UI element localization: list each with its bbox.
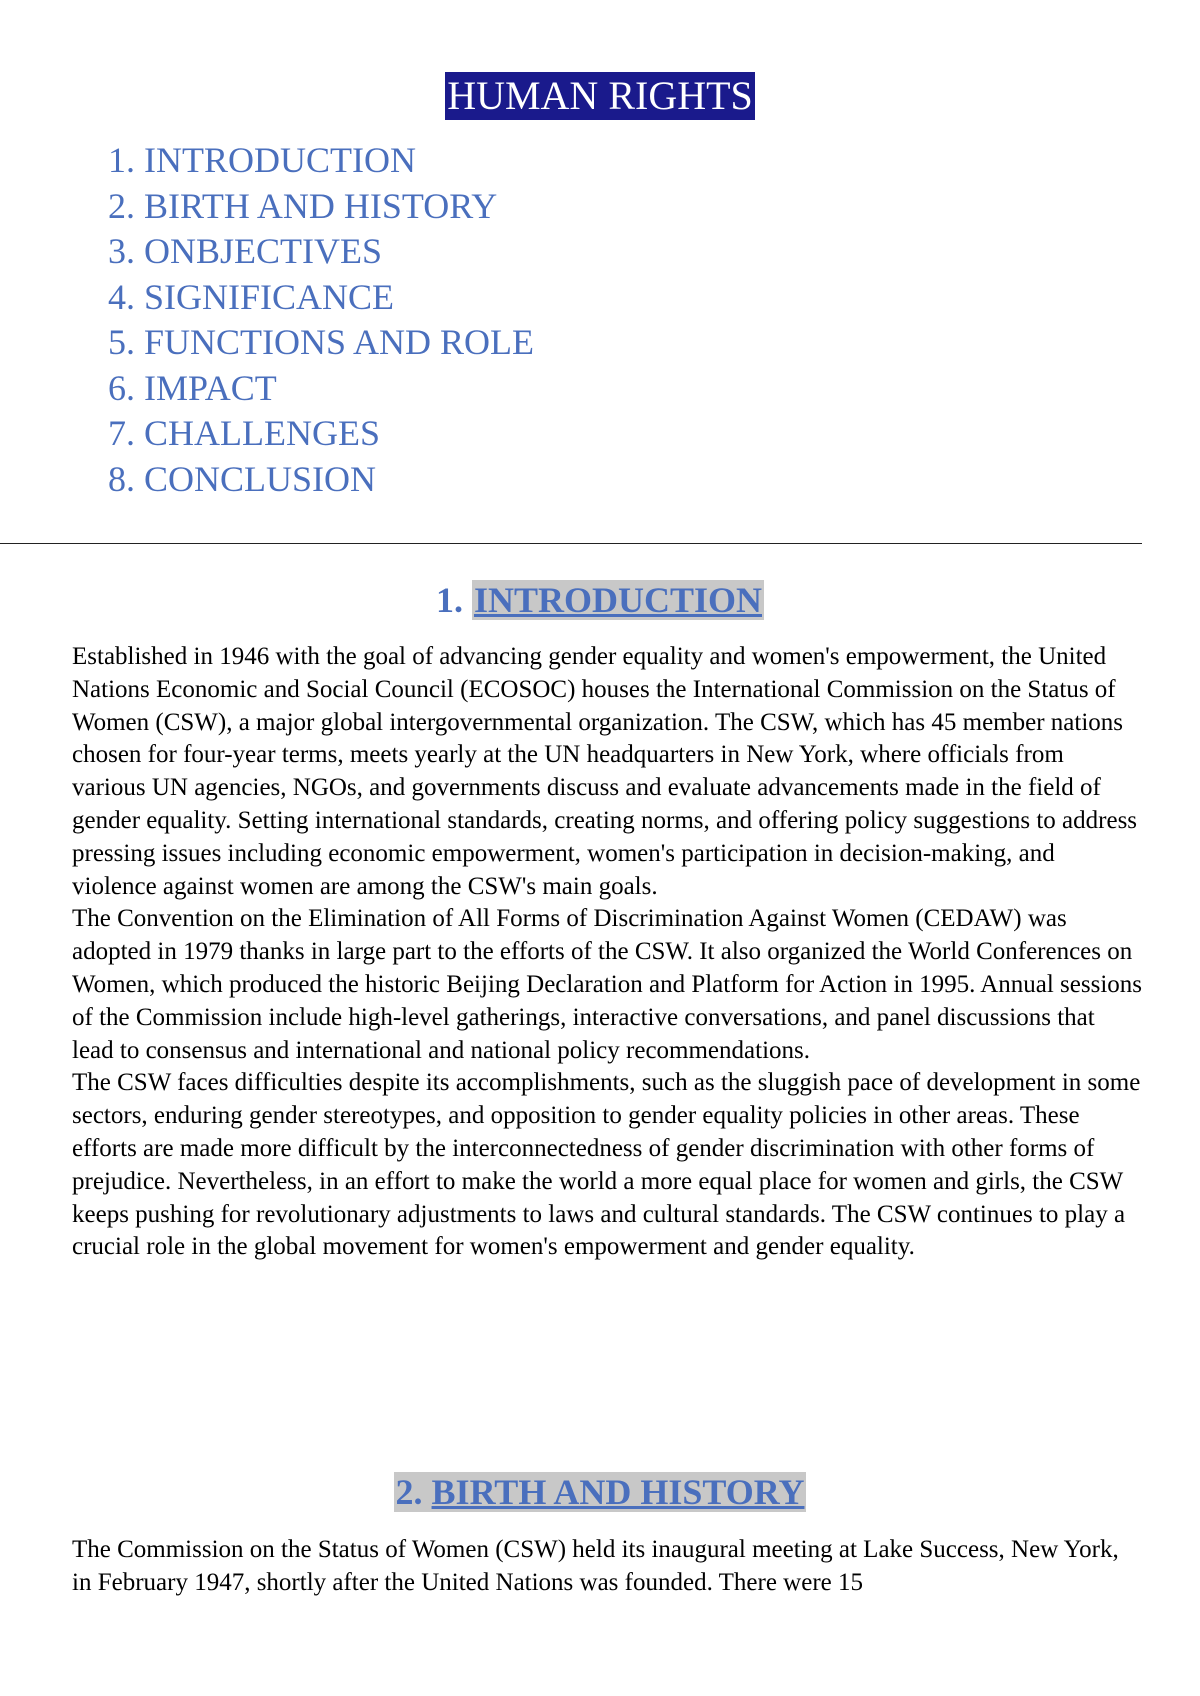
document-title: HUMAN RIGHTS bbox=[447, 73, 753, 118]
section-title: INTRODUCTION bbox=[473, 580, 763, 620]
table-of-contents bbox=[108, 138, 534, 502]
toc-item-impact: 6. IMPACT bbox=[108, 367, 277, 408]
horizontal-divider bbox=[0, 543, 1142, 544]
title-wrapper bbox=[0, 72, 1200, 120]
paragraph: The CSW faces difficulties despite its accomplishments, such as the sluggish pace of development in some sectors, enduring gender stereotypes, and opposition to gender equality policies in other areas. These efforts are made more difficult by the interconnectedness of gender discrimination with other forms of prejudice. Nevertheless, in an effort to make the world a more equal place for women and girls, the CSW keeps pushing for revolutionary adjustments to laws and cultural standards. The CSW continues to play a crucial role in the global movement for women's empowerment and gender equality. bbox=[72, 1069, 1141, 1261]
toc-item-objectives: 3. ONBJECTIVES bbox=[108, 231, 383, 271]
toc-item-birth-and-history: 2. BIRTH AND HISTORY bbox=[108, 185, 498, 226]
section-title: BIRTH AND HISTORY bbox=[431, 1472, 805, 1512]
toc-item-significance: 4. SIGNIFICANCE bbox=[108, 276, 395, 317]
section-body-introduction bbox=[72, 641, 1142, 1264]
section-heading-birth-and-history bbox=[0, 1470, 1200, 1514]
paragraph: The Convention on the Elimination of All Forms of Discrimination Against Women (CEDAW) was adopted in 1979 thanks in large part to the efforts of the CSW. It also organized the World Conferences on Women, which produced the historic Beijing Declaration and Platform for Action in 1995. Annual sessions of the Commission include high-level gatherings, interactive conversations, and panel discussions that lead to consensus and international and national policy recommendations. bbox=[72, 905, 1143, 1064]
paragraph: Established in 1946 with the goal of advancing gender equality and women's empowerment, the United Nations Economic and Social Council (ECOSOC) houses the International Commission on the Status of Women (CSW), a major global intergovernmental organization. The CSW, which has 45 member nations chosen for four-year terms, meets yearly at the UN headquarters in New York, where officials from various UN agencies, NGOs, and governments discuss and evaluate advancements made in the field of gender equality. Setting international standards, creating norms, and offering policy suggestions to address pressing issues including economic empowerment, women's participation in decision-making, and violence against women are among the CSW's main goals. bbox=[72, 643, 1138, 900]
paragraph: The Commission on the Status of Women (CSW) held its inaugural meeting at Lake Success, New York, in February 1947, shortly after the United Nations was founded. There were 15 bbox=[72, 1536, 1119, 1596]
section-heading-introduction bbox=[0, 578, 1200, 622]
toc-item-introduction: 1. INTRODUCTION bbox=[108, 140, 416, 180]
section-number: 1. bbox=[435, 580, 463, 620]
toc-item-functions-and-role: 5. FUNCTIONS AND ROLE bbox=[108, 322, 535, 362]
section-number: 2. bbox=[395, 1472, 423, 1512]
toc-item-challenges: 7. CHALLENGES bbox=[108, 413, 380, 453]
section-body-birth-and-history bbox=[72, 1534, 1142, 1600]
toc-item-conclusion: 8. CONCLUSION bbox=[108, 458, 377, 499]
